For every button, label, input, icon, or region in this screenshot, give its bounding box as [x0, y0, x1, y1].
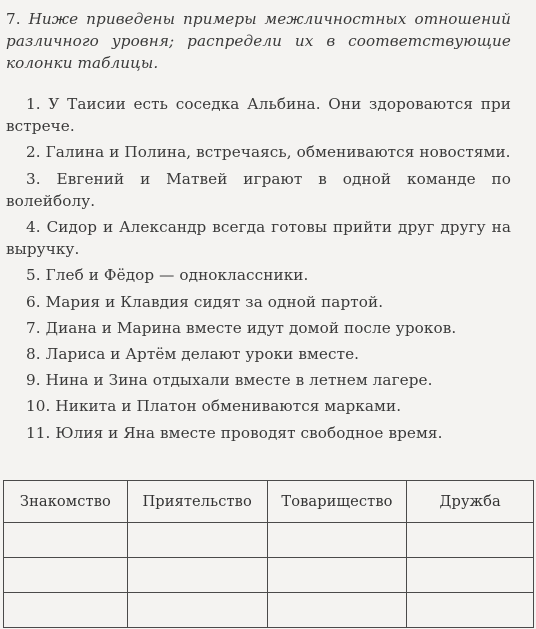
header-companionship: Приятельство — [127, 481, 267, 523]
table-cell[interactable] — [4, 558, 128, 593]
relationship-table — [3, 480, 534, 628]
table-cell[interactable] — [267, 593, 407, 628]
list-item: 9. Нина и Зина отдыхали вместе в летнем лагере. — [26, 371, 433, 390]
list-item: 2. Галина и Полина, встречаясь, обмениваются новостями. — [26, 143, 511, 162]
table-cell[interactable] — [267, 523, 407, 558]
list-item: 7. Диана и Марина вместе идут домой после уроков. — [26, 318, 457, 337]
list-item: 1. У Таисии есть соседка Альбина. Они здороваются при встрече. — [6, 95, 511, 136]
table-header-row — [4, 481, 534, 523]
table-cell[interactable] — [407, 523, 534, 558]
table-cell[interactable] — [4, 593, 128, 628]
table-row — [4, 558, 534, 593]
table-row — [4, 593, 534, 628]
table-cell[interactable] — [4, 523, 128, 558]
list-item: 4. Сидор и Александр всегда готовы прийти друг другу на выручку. — [6, 218, 511, 259]
table-cell[interactable] — [127, 558, 267, 593]
list-item: 11. Юлия и Яна вместе проводят свободное время. — [26, 423, 443, 442]
list-item: 3. Евгений и Матвей играют в одной команде по волейболу. — [6, 169, 511, 210]
header-acquaintance: Знакомство — [4, 481, 128, 523]
table-cell[interactable] — [127, 523, 267, 558]
task-text: Ниже приведены примеры межличностных отношений различного уровня; распредели их в соответствующие колонки таблицы. — [6, 10, 511, 73]
table-cell[interactable] — [267, 558, 407, 593]
list-item: 10. Никита и Платон обмениваются марками. — [26, 397, 402, 416]
list-item: 5. Глеб и Фёдор — одноклассники. — [26, 266, 309, 285]
table-cell[interactable] — [407, 558, 534, 593]
header-friendship: Дружба — [407, 481, 534, 523]
task-instruction — [6, 8, 511, 75]
header-comradeship: Товарищество — [267, 481, 407, 523]
list-item: 6. Мария и Клавдия сидят за одной партой. — [26, 292, 384, 311]
task-number: 7. — [6, 10, 21, 28]
table-cell[interactable] — [127, 593, 267, 628]
list-item: 8. Лариса и Артём делают уроки вместе. — [26, 345, 360, 364]
table-cell[interactable] — [407, 593, 534, 628]
table-row — [4, 523, 534, 558]
examples-list — [6, 93, 511, 448]
